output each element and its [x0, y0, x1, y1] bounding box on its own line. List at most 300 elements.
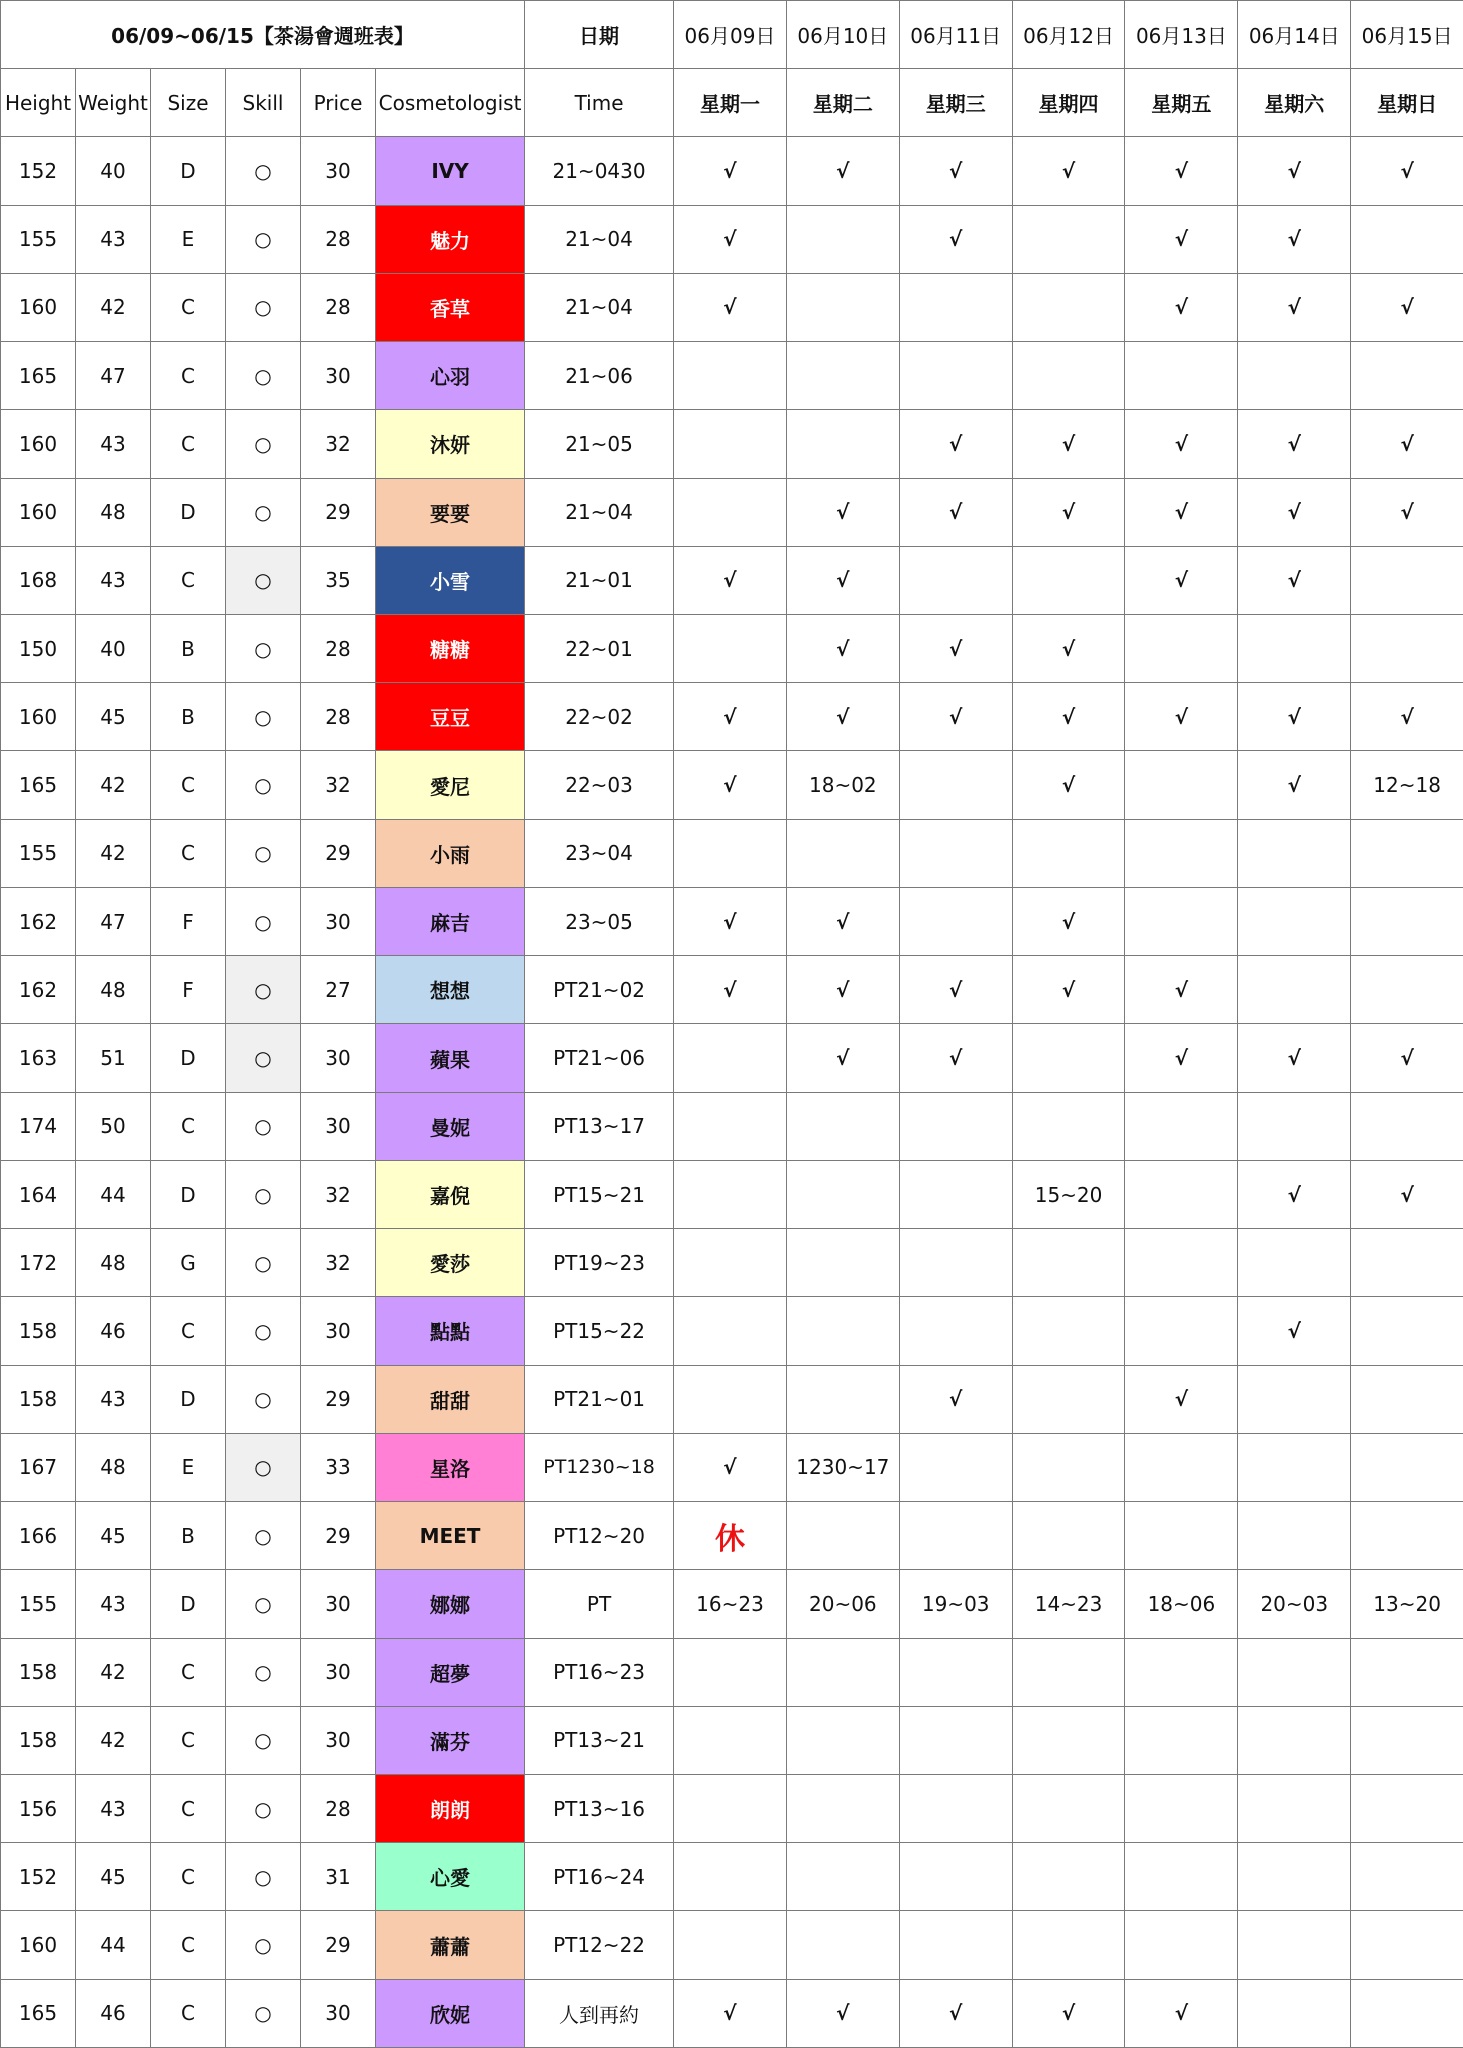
shift-time-cell: PT19~23 — [525, 1229, 674, 1297]
height-cell: 152 — [1, 1843, 76, 1911]
weekday-header: 星期六 — [1238, 69, 1351, 137]
shift-time-cell: PT — [525, 1570, 674, 1638]
price-cell: 28 — [301, 1775, 376, 1843]
weight-cell: 43 — [76, 1570, 151, 1638]
day-cell — [899, 342, 1012, 410]
date-header: 06月15日 — [1351, 1, 1463, 69]
skill-cell: ○ — [226, 1638, 301, 1706]
day-cell — [1238, 1775, 1351, 1843]
height-cell: 168 — [1, 546, 76, 614]
price-cell: 30 — [301, 1979, 376, 2047]
day-check-mark: √ — [1238, 273, 1351, 341]
day-check-mark: √ — [786, 887, 899, 955]
day-check-mark: √ — [1351, 273, 1463, 341]
day-cell — [1351, 1979, 1463, 2047]
price-cell: 30 — [301, 1092, 376, 1160]
skill-cell: ○ — [226, 1024, 301, 1092]
day-cell — [1351, 1911, 1463, 1979]
day-cell — [786, 1843, 899, 1911]
table-row — [1, 1706, 1463, 1774]
day-cell — [899, 887, 1012, 955]
cosmetologist-name: 愛尼 — [376, 751, 525, 819]
column-header-weight: Weight — [76, 69, 151, 137]
table-row — [1, 410, 1463, 478]
table-row — [1, 1570, 1463, 1638]
height-cell: 165 — [1, 342, 76, 410]
skill-cell: ○ — [226, 683, 301, 751]
day-check-mark: √ — [674, 956, 787, 1024]
day-check-mark: √ — [1125, 956, 1238, 1024]
weight-cell: 51 — [76, 1024, 151, 1092]
table-row — [1, 478, 1463, 546]
price-cell: 32 — [301, 1160, 376, 1228]
price-cell: 27 — [301, 956, 376, 1024]
skill-cell: ○ — [226, 137, 301, 205]
height-cell: 165 — [1, 1979, 76, 2047]
day-cell — [674, 1706, 787, 1774]
day-cell — [1125, 887, 1238, 955]
height-cell: 174 — [1, 1092, 76, 1160]
day-cell — [674, 342, 787, 410]
table-row — [1, 819, 1463, 887]
size-cell: C — [151, 342, 226, 410]
shift-time-cell: PT21~02 — [525, 956, 674, 1024]
day-cell — [786, 273, 899, 341]
price-cell: 30 — [301, 137, 376, 205]
day-check-mark: √ — [786, 546, 899, 614]
day-check-mark: √ — [1125, 478, 1238, 546]
weekday-header: 星期二 — [786, 69, 899, 137]
height-cell: 160 — [1, 410, 76, 478]
day-cell — [1351, 546, 1463, 614]
day-cell — [786, 1706, 899, 1774]
table-row — [1, 546, 1463, 614]
date-header: 06月12日 — [1012, 1, 1125, 69]
height-cell: 160 — [1, 683, 76, 751]
day-check-mark: √ — [786, 683, 899, 751]
table-row — [1, 887, 1463, 955]
weight-cell: 48 — [76, 956, 151, 1024]
day-time-cell: 20~03 — [1238, 1570, 1351, 1638]
day-cell — [674, 1638, 787, 1706]
day-check-mark: √ — [1125, 1365, 1238, 1433]
size-cell: E — [151, 205, 226, 273]
day-cell — [674, 1024, 787, 1092]
column-header-cosmetologist: Cosmetologist — [376, 69, 525, 137]
weight-cell: 43 — [76, 205, 151, 273]
size-cell: F — [151, 887, 226, 955]
day-cell — [674, 1092, 787, 1160]
day-cell — [674, 1297, 787, 1365]
title-row — [1, 1, 1463, 69]
price-cell: 28 — [301, 615, 376, 683]
day-cell — [1238, 342, 1351, 410]
size-cell: C — [151, 1775, 226, 1843]
day-cell — [1238, 1502, 1351, 1570]
skill-cell: ○ — [226, 1229, 301, 1297]
date-label: 日期 — [525, 1, 674, 69]
day-cell — [1012, 1024, 1125, 1092]
skill-cell: ○ — [226, 205, 301, 273]
table-row — [1, 1638, 1463, 1706]
day-cell — [1125, 751, 1238, 819]
day-cell — [899, 546, 1012, 614]
weight-cell: 45 — [76, 1843, 151, 1911]
day-cell — [899, 1638, 1012, 1706]
price-cell: 30 — [301, 1706, 376, 1774]
day-cell — [1125, 1502, 1238, 1570]
table-row — [1, 1911, 1463, 1979]
cosmetologist-name: 蘋果 — [376, 1024, 525, 1092]
skill-cell: ○ — [226, 1297, 301, 1365]
cosmetologist-name: 想想 — [376, 956, 525, 1024]
day-cell — [1012, 342, 1125, 410]
cosmetologist-name: 心羽 — [376, 342, 525, 410]
day-check-mark: √ — [786, 1979, 899, 2047]
skill-cell: ○ — [226, 1365, 301, 1433]
column-header-size: Size — [151, 69, 226, 137]
size-cell: D — [151, 478, 226, 546]
day-cell — [899, 1160, 1012, 1228]
day-check-mark: √ — [1351, 1024, 1463, 1092]
price-cell: 30 — [301, 1024, 376, 1092]
weight-cell: 42 — [76, 1638, 151, 1706]
weight-cell: 48 — [76, 1229, 151, 1297]
day-cell — [1238, 1092, 1351, 1160]
table-row — [1, 342, 1463, 410]
height-cell: 164 — [1, 1160, 76, 1228]
skill-cell: ○ — [226, 1706, 301, 1774]
skill-cell: ○ — [226, 887, 301, 955]
cosmetologist-name: 嘉倪 — [376, 1160, 525, 1228]
day-cell — [1012, 205, 1125, 273]
day-cell — [1351, 342, 1463, 410]
price-cell: 32 — [301, 410, 376, 478]
day-cell — [1238, 1229, 1351, 1297]
day-cell — [1012, 1502, 1125, 1570]
height-cell: 158 — [1, 1638, 76, 1706]
day-check-mark: √ — [1125, 410, 1238, 478]
height-cell: 158 — [1, 1706, 76, 1774]
day-cell — [1238, 615, 1351, 683]
day-cell — [1351, 1433, 1463, 1501]
day-cell — [899, 1502, 1012, 1570]
day-check-mark: √ — [1012, 956, 1125, 1024]
price-cell: 31 — [301, 1843, 376, 1911]
day-cell — [1351, 1297, 1463, 1365]
cosmetologist-name: 沐妍 — [376, 410, 525, 478]
day-check-mark: √ — [899, 683, 1012, 751]
day-cell — [1238, 1979, 1351, 2047]
skill-cell: ○ — [226, 751, 301, 819]
table-row — [1, 205, 1463, 273]
size-cell: C — [151, 751, 226, 819]
height-cell: 167 — [1, 1433, 76, 1501]
weight-cell: 40 — [76, 615, 151, 683]
weight-cell: 42 — [76, 273, 151, 341]
height-cell: 158 — [1, 1365, 76, 1433]
table-row — [1, 1229, 1463, 1297]
day-check-mark: √ — [899, 615, 1012, 683]
height-cell: 156 — [1, 1775, 76, 1843]
weight-cell: 42 — [76, 819, 151, 887]
table-row — [1, 1365, 1463, 1433]
size-cell: D — [151, 1570, 226, 1638]
day-check-mark: √ — [674, 751, 787, 819]
day-cell — [1012, 1365, 1125, 1433]
day-check-mark: √ — [1238, 410, 1351, 478]
cosmetologist-name: 糖糖 — [376, 615, 525, 683]
day-check-mark: √ — [1012, 478, 1125, 546]
weekday-header: 星期五 — [1125, 69, 1238, 137]
day-check-mark: √ — [1238, 751, 1351, 819]
size-cell: D — [151, 1160, 226, 1228]
day-cell — [1125, 1092, 1238, 1160]
day-check-mark: √ — [674, 1979, 787, 2047]
shift-time-cell: 22~03 — [525, 751, 674, 819]
day-time-cell: 1230~17 — [786, 1433, 899, 1501]
size-cell: E — [151, 1433, 226, 1501]
day-cell — [1351, 205, 1463, 273]
skill-cell: ○ — [226, 1843, 301, 1911]
skill-cell: ○ — [226, 1570, 301, 1638]
day-cell — [786, 1297, 899, 1365]
price-cell: 28 — [301, 273, 376, 341]
size-cell: C — [151, 1843, 226, 1911]
day-cell — [1012, 1229, 1125, 1297]
table-row — [1, 1843, 1463, 1911]
price-cell: 29 — [301, 478, 376, 546]
cosmetologist-name: 甜甜 — [376, 1365, 525, 1433]
day-cell — [1125, 1297, 1238, 1365]
shift-time-cell: 22~01 — [525, 615, 674, 683]
size-cell: B — [151, 615, 226, 683]
day-check-mark: √ — [899, 1979, 1012, 2047]
day-cell — [1238, 1433, 1351, 1501]
day-cell — [1125, 1775, 1238, 1843]
day-check-mark: √ — [674, 205, 787, 273]
cosmetologist-name: IVY — [376, 137, 525, 205]
date-header: 06月11日 — [899, 1, 1012, 69]
day-check-mark: √ — [786, 137, 899, 205]
day-check-mark: √ — [1238, 478, 1351, 546]
weight-cell: 46 — [76, 1979, 151, 2047]
weight-cell: 44 — [76, 1160, 151, 1228]
shift-time-cell: PT21~06 — [525, 1024, 674, 1092]
day-cell — [786, 205, 899, 273]
day-cell — [899, 819, 1012, 887]
day-cell — [786, 1911, 899, 1979]
day-check-mark: √ — [1125, 683, 1238, 751]
day-time-cell: 12~18 — [1351, 751, 1463, 819]
cosmetologist-name: 星洛 — [376, 1433, 525, 1501]
size-cell: B — [151, 683, 226, 751]
weight-cell: 43 — [76, 410, 151, 478]
day-cell — [1238, 1911, 1351, 1979]
date-header: 06月13日 — [1125, 1, 1238, 69]
cosmetologist-name: 小雪 — [376, 546, 525, 614]
day-cell — [899, 1229, 1012, 1297]
day-check-mark: √ — [899, 956, 1012, 1024]
table-row — [1, 1024, 1463, 1092]
day-cell — [674, 1365, 787, 1433]
cosmetologist-name: 香草 — [376, 273, 525, 341]
day-cell — [674, 410, 787, 478]
cosmetologist-name: 曼妮 — [376, 1092, 525, 1160]
height-cell: 155 — [1, 819, 76, 887]
skill-cell: ○ — [226, 478, 301, 546]
height-cell: 160 — [1, 478, 76, 546]
day-cell — [1125, 1160, 1238, 1228]
day-time-cell: 15~20 — [1012, 1160, 1125, 1228]
day-check-mark: √ — [786, 1024, 899, 1092]
price-cell: 30 — [301, 1570, 376, 1638]
day-cell — [1351, 615, 1463, 683]
day-cell — [1238, 1706, 1351, 1774]
day-cell — [786, 819, 899, 887]
day-cell — [1012, 1911, 1125, 1979]
price-cell: 30 — [301, 1297, 376, 1365]
height-cell: 155 — [1, 205, 76, 273]
height-cell: 165 — [1, 751, 76, 819]
shift-time-cell: PT15~22 — [525, 1297, 674, 1365]
day-cell — [1238, 819, 1351, 887]
table-row — [1, 1775, 1463, 1843]
shift-time-cell: 21~04 — [525, 273, 674, 341]
day-check-mark: √ — [1238, 205, 1351, 273]
column-header-price: Price — [301, 69, 376, 137]
day-time-cell: 13~20 — [1351, 1570, 1463, 1638]
shift-time-cell: PT16~24 — [525, 1843, 674, 1911]
day-time-cell: 16~23 — [674, 1570, 787, 1638]
cosmetologist-name: 蕭蕭 — [376, 1911, 525, 1979]
cosmetologist-name: MEET — [376, 1502, 525, 1570]
size-cell: C — [151, 1092, 226, 1160]
day-cell — [899, 1297, 1012, 1365]
cosmetologist-name: 麻吉 — [376, 887, 525, 955]
weight-cell: 40 — [76, 137, 151, 205]
table-row — [1, 273, 1463, 341]
day-check-mark: √ — [786, 615, 899, 683]
price-cell: 30 — [301, 342, 376, 410]
price-cell: 29 — [301, 1911, 376, 1979]
size-cell: G — [151, 1229, 226, 1297]
skill-cell: ○ — [226, 1092, 301, 1160]
column-header-height: Height — [1, 69, 76, 137]
day-cell — [1012, 1843, 1125, 1911]
day-cell — [899, 1843, 1012, 1911]
skill-cell: ○ — [226, 273, 301, 341]
day-cell — [786, 1775, 899, 1843]
cosmetologist-name: 娜娜 — [376, 1570, 525, 1638]
day-check-mark: √ — [1238, 1024, 1351, 1092]
cosmetologist-name: 愛莎 — [376, 1229, 525, 1297]
weight-cell: 42 — [76, 751, 151, 819]
table-row — [1, 1092, 1463, 1160]
day-check-mark: √ — [1012, 137, 1125, 205]
price-cell: 35 — [301, 546, 376, 614]
weight-cell: 48 — [76, 478, 151, 546]
day-cell — [786, 342, 899, 410]
day-cell — [899, 273, 1012, 341]
table-row — [1, 1433, 1463, 1501]
day-time-cell: 20~06 — [786, 1570, 899, 1638]
weight-cell: 45 — [76, 1502, 151, 1570]
day-cell — [1351, 887, 1463, 955]
day-cell — [1125, 1706, 1238, 1774]
skill-cell: ○ — [226, 956, 301, 1024]
day-check-mark: √ — [1351, 478, 1463, 546]
shift-time-cell: PT13~16 — [525, 1775, 674, 1843]
day-check-mark: √ — [1238, 683, 1351, 751]
shift-time-cell: 23~05 — [525, 887, 674, 955]
skill-cell: ○ — [226, 1775, 301, 1843]
date-header: 06月10日 — [786, 1, 899, 69]
height-cell: 160 — [1, 1911, 76, 1979]
day-check-mark: √ — [1351, 1160, 1463, 1228]
weight-cell: 47 — [76, 887, 151, 955]
skill-cell: ○ — [226, 615, 301, 683]
day-cell — [899, 1706, 1012, 1774]
day-cell — [1351, 1775, 1463, 1843]
day-check-mark: √ — [1125, 1979, 1238, 2047]
day-check-mark: √ — [786, 956, 899, 1024]
day-check-mark: √ — [1012, 683, 1125, 751]
day-check-mark: √ — [674, 546, 787, 614]
day-cell — [674, 1911, 787, 1979]
column-header-time: Time — [525, 69, 674, 137]
day-cell — [674, 1229, 787, 1297]
skill-cell: ○ — [226, 1160, 301, 1228]
day-cell — [1351, 1365, 1463, 1433]
size-cell: D — [151, 1365, 226, 1433]
day-cell — [1125, 1229, 1238, 1297]
shift-time-cell: PT13~21 — [525, 1706, 674, 1774]
day-cell — [1351, 1843, 1463, 1911]
day-check-mark: √ — [1238, 546, 1351, 614]
shift-time-cell: 21~05 — [525, 410, 674, 478]
day-check-mark: √ — [1125, 1024, 1238, 1092]
day-check-mark: √ — [674, 887, 787, 955]
cosmetologist-name: 超夢 — [376, 1638, 525, 1706]
height-cell: 163 — [1, 1024, 76, 1092]
day-cell — [1238, 887, 1351, 955]
day-cell — [674, 1775, 787, 1843]
size-cell: F — [151, 956, 226, 1024]
height-cell: 155 — [1, 1570, 76, 1638]
shift-time-cell: PT13~17 — [525, 1092, 674, 1160]
cosmetologist-name: 朗朗 — [376, 1775, 525, 1843]
day-check-mark: √ — [1012, 615, 1125, 683]
day-cell — [1125, 819, 1238, 887]
height-cell: 162 — [1, 956, 76, 1024]
weekday-header: 星期三 — [899, 69, 1012, 137]
table-row — [1, 615, 1463, 683]
shift-time-cell: PT12~20 — [525, 1502, 674, 1570]
price-cell: 29 — [301, 819, 376, 887]
weight-cell: 47 — [76, 342, 151, 410]
table-row — [1, 137, 1463, 205]
table-row — [1, 1502, 1463, 1570]
cosmetologist-name: 點點 — [376, 1297, 525, 1365]
day-check-mark: √ — [1012, 1979, 1125, 2047]
weight-cell: 46 — [76, 1297, 151, 1365]
height-cell: 150 — [1, 615, 76, 683]
size-cell: C — [151, 1706, 226, 1774]
day-check-mark: √ — [899, 205, 1012, 273]
shift-time-cell: 21~01 — [525, 546, 674, 614]
day-check-mark: √ — [674, 1433, 787, 1501]
